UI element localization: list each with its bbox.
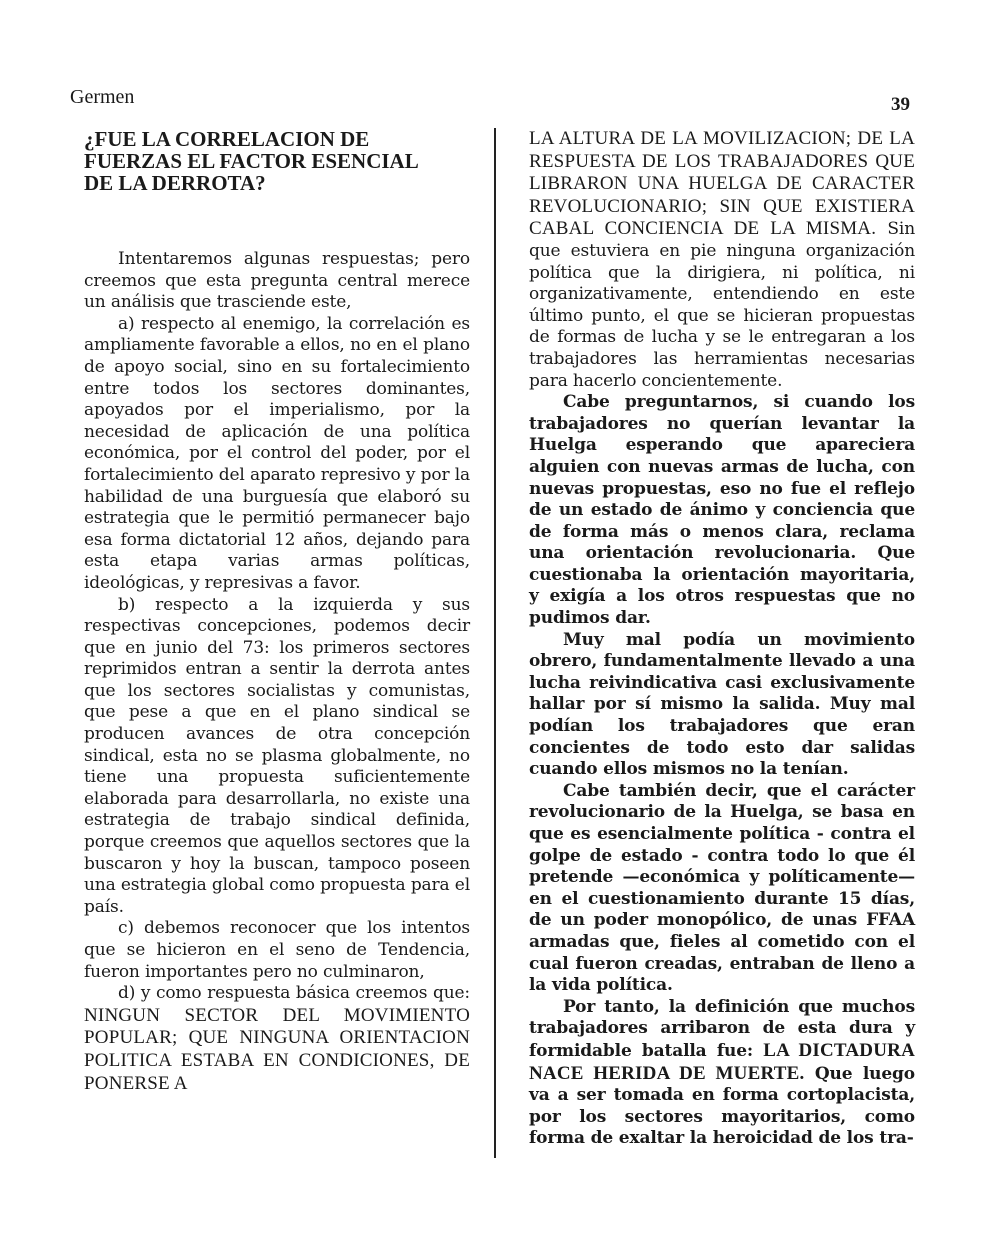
paragraph: a) respecto al enemigo, la correlación es ampliamente favorable a ellos, no en el plano de apoyo social, sino en su fortalecimiento entre todos los sectores dominantes, apoyados por el imperialismo, por la necesidad de aplicación de una política económica, por el control del poder, por el fortalecimiento del aparato represivo y por la habilidad de una burguesía que elaboró su estrategia que le permitió permanecer bajo esa forma dictatorial 12 años, dejando para esta etapa varias armas políticas, ideológicas, y represivas a favor. <box>84 313 470 593</box>
paragraph <box>84 983 470 1095</box>
paragraph: Muy mal podía un movimiento obrero, fundamentalmente llevado a una lucha reivindicativa casi exclusivamente hallar por sí mismo la salida. Muy mal podían los trabajadores que eran concientes de todo esto dar salidas cuando ellos mismos no la tenían. <box>529 629 915 780</box>
left-column <box>84 128 470 1095</box>
paragraph-text: Que luego va a ser tomada en forma cortoplacista, por los sectores mayoritarios, como forma de exaltar la heroicidad de los tra- <box>529 1063 915 1149</box>
running-title: Germen <box>70 86 135 108</box>
paragraph: b) respecto a la izquierda y sus respectivas concepciones, podemos decir que en junio del 73: los primeros sectores reprimidos entran a sentir la derrota antes que los sectores socialistas y comunistas, que pese a que en el plano sindical se producen avances de otra concepción sindical, esta no se plasma globalmente, no tiene una propuesta suficientemente elaborada para desarrollarla, no existe una estrategia de trabajo sindical definida, porque creemos que aquellos sectores que la buscaron y hoy la buscan, tampoco poseen una estrategia global como propuesta para el país. <box>84 594 470 917</box>
heading-line: FUERZAS EL FACTOR ESENCIAL <box>84 149 419 173</box>
paragraph-text: d) y como respuesta básica creemos que: <box>118 983 470 1004</box>
paragraph <box>529 128 915 392</box>
emphasis-caps-text: LA ALTURA DE LA MOVILIZACION; DE LA RESPUESTA DE LOS TRABAJADORES QUE LIBRARON UNA HUELGA DE CARACTER REVOLUCIONARIO; SIN QUE EXISTIERA CABAL CONCIENCIA DE LA MISMA. <box>529 128 915 240</box>
paragraph <box>529 997 915 1150</box>
paragraph: Intentaremos algunas respuestas; pero creemos que esta pregunta central merece un análisis que trasciende este, <box>84 249 470 313</box>
column-divider <box>494 128 496 1158</box>
right-column <box>529 128 915 1150</box>
emphasis-caps-text: LA DICTADURA NACE HERIDA DE MUERTE. <box>529 1039 915 1084</box>
paragraph: Cabe también decir, que el carácter revolucionario de la Huelga, se basa en que es esencialmente política - contra el golpe de estado - contra todo lo que él pretende —económica y políticamente— en el cuestionamiento durante 15 días, de un poder monopólico, de unas FFAA armadas que, fieles al cometido con el cual fueron creadas, entraban de lleno a la vida política. <box>529 780 915 996</box>
paragraph-text: Sin que estuviera en pie ninguna organización política que la dirigiera, ni política, ni organizativamente, entendiendo en este último punto, el que se hicieran propuestas de formas de lucha y se le entregaran a los trabajadores las herramientas necesarias para hacerlo concientemente. <box>529 219 915 391</box>
paragraph: Cabe preguntarnos, si cuando los trabajadores no querían levantar la Huelga esperando que apareciera alguien con nuevas armas de lucha, con nuevas propuestas, eso no fue el reflejo de un estado de ánimo y conciencia que de forma más o menos clara, reclama una orientación revolucionaria. Que cuestionaba la orientación mayoritaria, y exigía a los otros respuestas que no pudimos dar. <box>529 392 915 629</box>
section-heading <box>84 128 470 194</box>
heading-line: ¿FUE LA CORRELACION DE <box>84 127 370 151</box>
page-number: 39 <box>891 94 910 115</box>
heading-line: DE LA DERROTA? <box>84 171 266 195</box>
paragraph: c) debemos reconocer que los intentos que se hicieron en el seno de Tendencia, fueron importantes pero no culminaron, <box>84 918 470 982</box>
paragraph-text: Por tanto, la definición que muchos trabajadores arribaron de esta dura y formidable batalla fue: <box>529 996 915 1061</box>
emphasis-caps-text: NINGUN SECTOR DEL MOVIMIENTO POPULAR; QUE NINGUNA ORIENTACION POLITICA ESTABA EN CONDICIONES, DE PONERSE A <box>84 1004 470 1094</box>
